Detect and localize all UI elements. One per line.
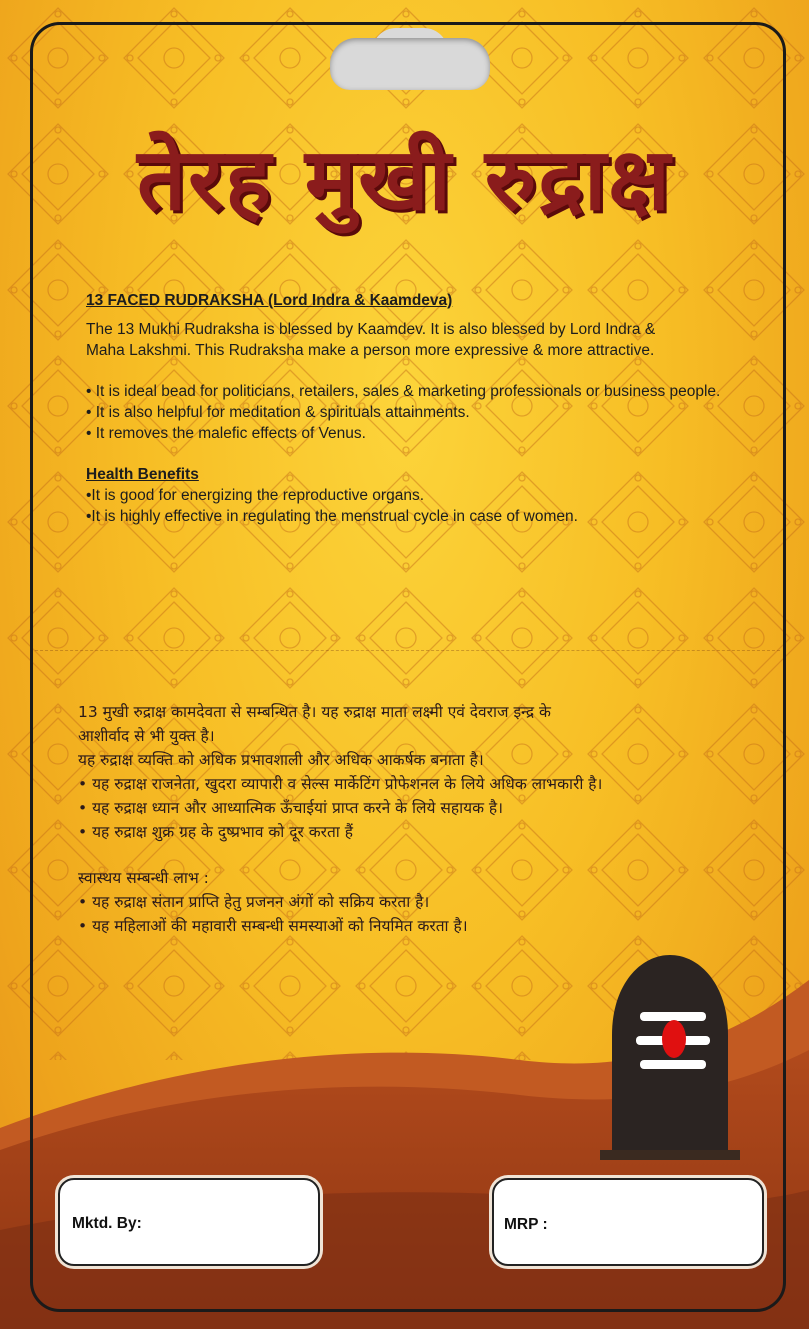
hindi-health-heading: स्वास्थय सम्बन्धी लाभ : [78,869,209,887]
page-title: तेरह मुखी रुद्राक्ष [137,130,672,230]
list-item: • It removes the malefic effects of Venus. [86,425,366,442]
list-item: • यह रुद्राक्ष राजनेता, खुदरा व्यापारी व सेल्स मार्केटिंग प्रोफेशनल के लिये अधिक लाभकारी है। [78,775,603,793]
list-item: •It is good for energizing the reproductive organs. [86,487,425,504]
list-item: • It is also helpful for meditation & spirituals attainments. [86,404,470,421]
list-item: • यह महिलाओं की महावारी सम्बन्धी समस्याओं को नियमित करता है। [78,917,468,935]
english-heading: 13 FACED RUDRAKSHA (Lord Indra & Kaamdeva) [86,292,453,309]
english-intro-line-2: Maha Lakshmi. This Rudraksha make a person more expressive & more attractive. [86,342,655,359]
hindi-line-2: आशीर्वाद से भी युक्त है। [78,727,215,745]
english-intro-line-1: The 13 Mukhi Rudraksha is blessed by Kaamdev. It is also blessed by Lord Indra & [86,321,656,338]
list-item: • यह रुद्राक्ष ध्यान और आध्यात्मिक ऊँचाईयां प्राप्त करने के लिये सहायक है। [78,799,504,817]
hindi-line-1: 13 मुखी रुद्राक्ष कामदेवता से सम्बन्धित है। यह रुद्राक्ष माता लक्ष्मी एवं देवराज इन्द्र के [78,703,551,721]
mrp-label: MRP : [504,1216,548,1233]
list-item: • यह रुद्राक्ष संतान प्राप्ति हेतु प्रजनन अंगों को सक्रिय करता है। [78,893,430,911]
list-item: • यह रुद्राक्ष शुक्र ग्रह के दुष्प्रभाव को दूर करता हैं [78,823,353,841]
card-border [30,22,786,1312]
mrp-box [492,1178,764,1266]
hindi-line-3: यह रुद्राक्ष व्यक्ति को अधिक प्रभावशाली और अधिक आकर्षक बनाता है। [78,751,484,769]
health-benefits-heading: Health Benefits [86,466,199,483]
list-item: • It is ideal bead for politicians, retailers, sales & marketing professionals or business people. [86,383,721,400]
list-item: •It is highly effective in regulating the menstrual cycle in case of women. [86,508,578,525]
marketed-by-label: Mktd. By: [72,1215,142,1232]
marketed-by-box [58,1178,320,1266]
